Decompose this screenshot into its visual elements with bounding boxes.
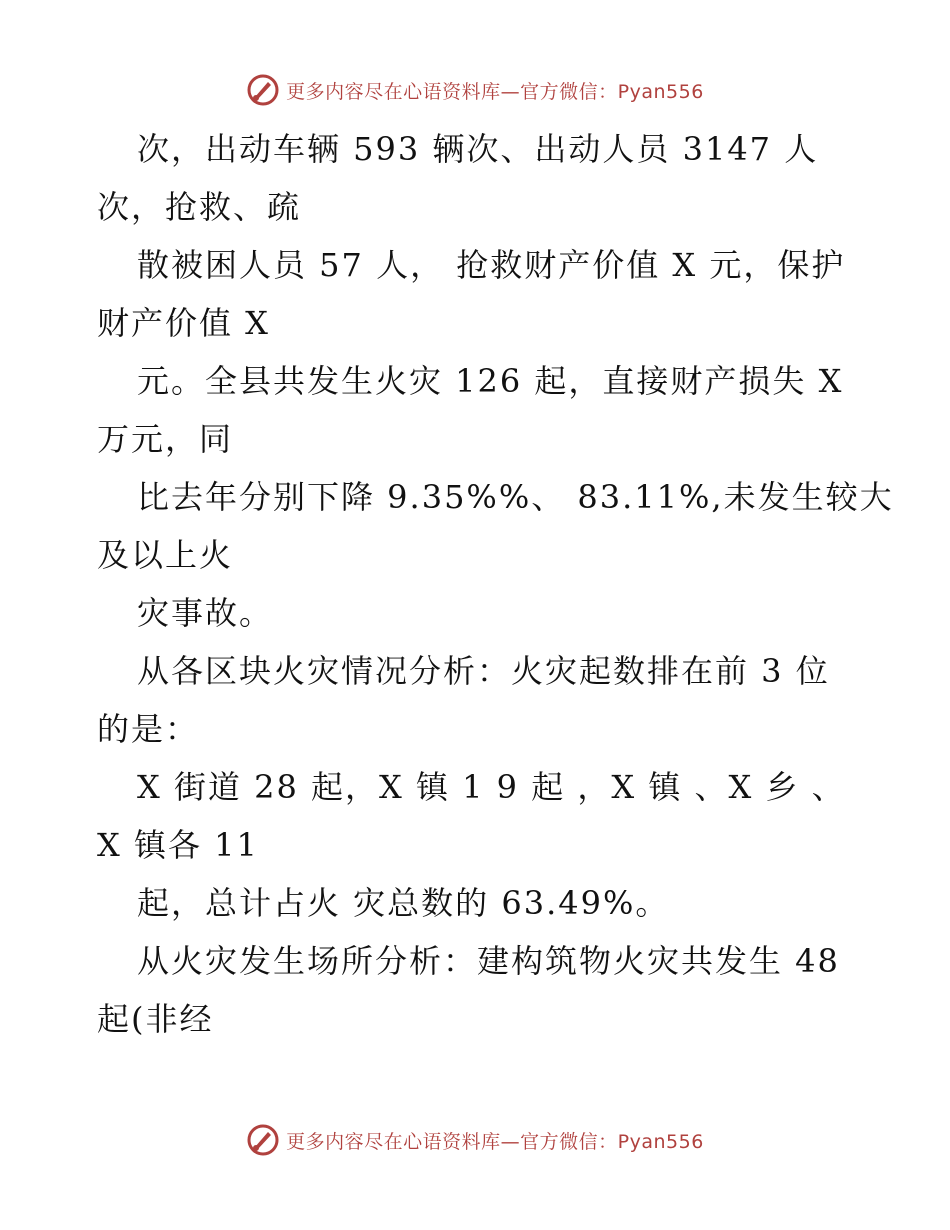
text-line: 元。全县共发生火灾 126 起，直接财产损失 X bbox=[137, 362, 844, 400]
text-line: 起(非经 bbox=[97, 1000, 214, 1038]
text-line: 从各区块火灾情况分析：火灾起数排在前 3 位 bbox=[137, 652, 830, 690]
text-line: 万元，同 bbox=[97, 420, 234, 458]
text-line: X 镇各 11 bbox=[97, 826, 259, 864]
header-banner bbox=[0, 70, 950, 110]
text-line: 及以上火 bbox=[97, 536, 234, 574]
text-line: 从火灾发生场所分析：建构筑物火灾共发生 48 bbox=[137, 942, 840, 980]
text-line: 次，出动车辆 593 辆次、出动人员 3147 人 bbox=[137, 130, 819, 168]
text-line: 散被困人员 57 人， 抢救财产价值 X 元，保护 bbox=[137, 246, 846, 284]
text-line: 次，抢救、疏 bbox=[97, 188, 302, 226]
brush-logo-icon bbox=[246, 1123, 280, 1157]
text-line: 的是： bbox=[97, 710, 200, 748]
text-line: X 街道 28 起，X 镇 1 9 起 ，X 镇 、X 乡 、 bbox=[137, 768, 846, 806]
banner-text: 更多内容尽在心语资料库—官方微信：Pyan556 bbox=[286, 80, 704, 103]
text-line: 财产价值 X bbox=[97, 304, 270, 342]
document-body bbox=[97, 120, 894, 1048]
brush-logo-icon bbox=[246, 73, 280, 107]
text-line: 起，总计占火 灾总数的 63.49%。 bbox=[137, 884, 670, 922]
banner-text: 更多内容尽在心语资料库—官方微信：Pyan556 bbox=[286, 1130, 704, 1153]
text-line: 灾事故。 bbox=[137, 594, 274, 632]
text-line: 比去年分别下降 9.35%%、 83.11%,未发生较大 bbox=[137, 478, 894, 516]
footer-banner bbox=[0, 1120, 950, 1160]
